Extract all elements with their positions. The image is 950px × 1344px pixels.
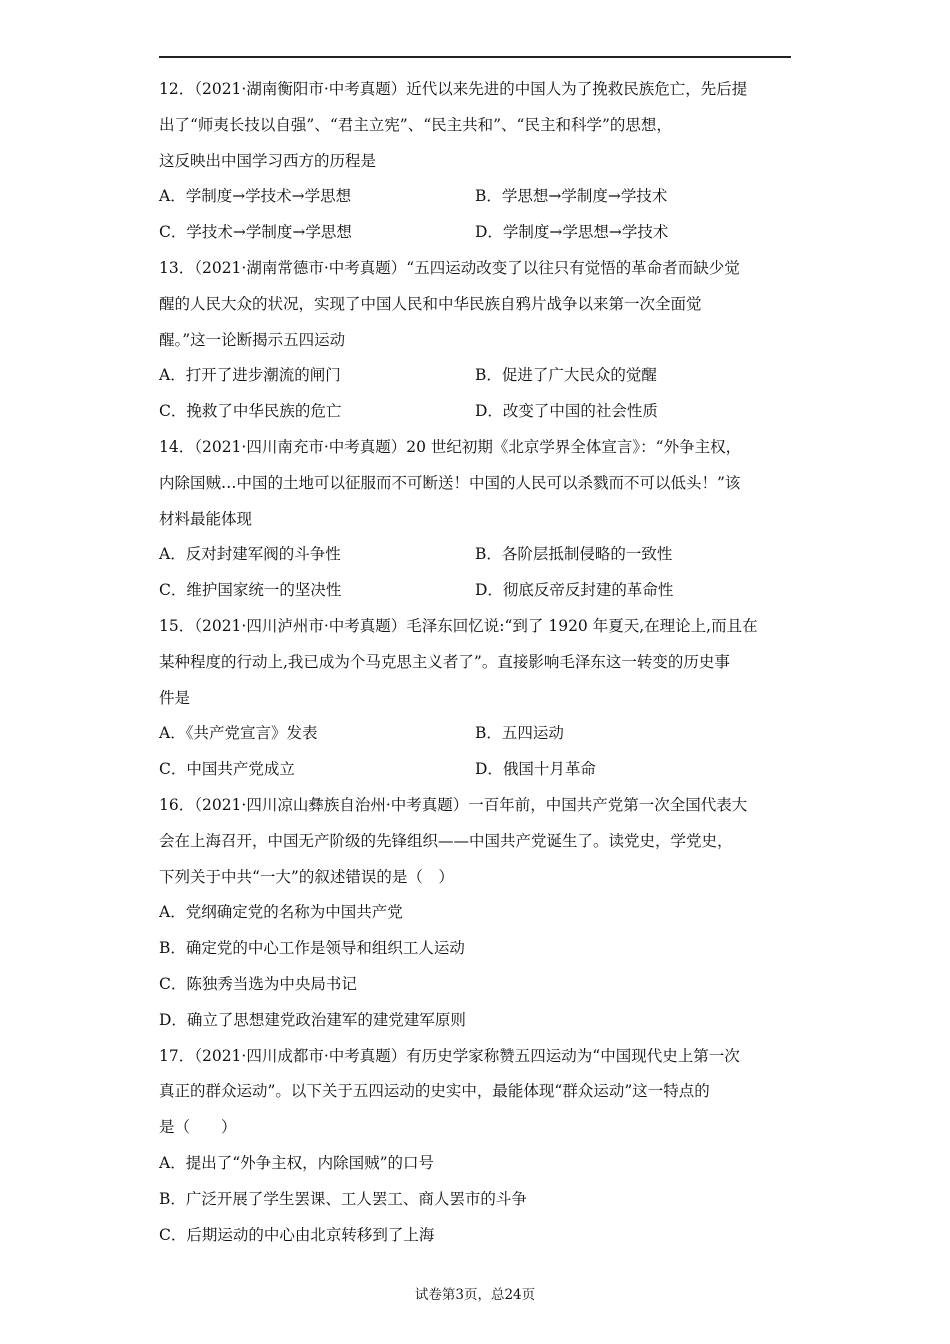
option-a: A．《共产党宣言》发表 [159, 724, 318, 743]
question-stem-line: 醒。”这一论断揭示五四运动 [159, 330, 346, 349]
question-stem-line: 12．（2021·湖南衡阳市·中考真题）近代以来先进的中国人为了挽救民族危亡，先后提 [159, 80, 748, 98]
option-c: C．后期运动的中心由北京转移到了上海 [159, 1225, 435, 1244]
option-d: D．俄国十月革命 [475, 760, 596, 779]
option-row [159, 752, 791, 788]
option-a: A．党纲确定党的名称为中国共产党 [159, 903, 403, 922]
option-a: A．反对封建军阀的斗争性 [159, 545, 341, 564]
option-row [159, 573, 791, 609]
question-stem-line: 出了“师夷长技以自强”、“君主立宪”、“民主共和”、“民主和科学”的思想， [159, 115, 672, 134]
question-stem-line: 17．（2021·四川成都市·中考真题）有历史学家称赞五四运动为“中国现代史上第一次 [159, 1046, 740, 1065]
question-stem-line: 16．（2021·四川凉山彝族自治州·中考真题）一百年前，中国共产党第一次全国代表大 [159, 795, 748, 814]
option-c: C．中国共产党成立 [159, 760, 295, 779]
question-stem-line: 15．（2021·四川泸州市·中考真题）毛泽东回忆说:“到了 1920 年夏天,在理论上,而且在 [159, 616, 758, 635]
option-row [159, 215, 791, 251]
question-stem-line: 材料最能体现 [159, 509, 253, 528]
option-c: C．学技术→学制度→学思想 [159, 223, 352, 242]
option-a: A．学制度→学技术→学思想 [159, 187, 352, 206]
option-a: A．提出了“外争主权，内除国贼”的口号 [159, 1153, 435, 1172]
option-row [159, 537, 791, 573]
question-stem-line: 会在上海召开，中国无产阶级的先锋组织——中国共产党诞生了。读党史，学党史， [159, 831, 733, 850]
option-d: D．彻底反帝反封建的革命性 [475, 581, 674, 600]
question-stem-line: 醒的人民大众的状况，实现了中国人民和中华民族自鸦片战争以来第一次全面觉 [159, 294, 702, 313]
option-row [159, 358, 791, 394]
question-13 [159, 251, 791, 430]
option-b: B．各阶层抵制侵略的一致性 [475, 545, 673, 564]
option-c: C．维护国家统一的坚决性 [159, 581, 342, 600]
question-stem-line: 13．（2021·湖南常德市·中考真题）“五四运动改变了以往只有觉悟的革命者而缺少觉 [159, 258, 740, 277]
question-stem-line: 件是 [159, 688, 191, 707]
option-a: A．打开了进步潮流的闸门 [159, 366, 341, 385]
header-rule [159, 56, 791, 58]
option-b: B．促进了广大民众的觉醒 [475, 366, 657, 385]
page-footer: 试卷第3页，总24页 [414, 1287, 536, 1303]
question-stem-line: 14．（2021·四川南充市·中考真题）20 世纪初期《北京学界全体宣言》：“外争主权， [159, 437, 742, 456]
option-c: C．挽救了中华民族的危亡 [159, 402, 342, 421]
option-d: D．学制度→学思想→学技术 [475, 223, 669, 242]
exam-content [159, 72, 791, 1253]
option-row [159, 394, 791, 430]
option-b: B．学思想→学制度→学技术 [475, 187, 668, 206]
question-12 [159, 72, 791, 251]
option-b: B．广泛开展了学生罢课、工人罢工、商人罢市的斗争 [159, 1189, 527, 1208]
question-stem-line: 真正的群众运动”。以下关于五四运动的史实中，最能体现“群众运动”这一特点的 [159, 1082, 710, 1101]
question-stem-line: 内除国贼…中国的土地可以征服而不可断送！中国的人民可以杀戮而不可以低头！”该 [159, 473, 741, 492]
question-15 [159, 609, 791, 788]
option-d: D．确立了思想建党政治建军的建党建军原则 [159, 1010, 466, 1029]
question-stem-line: 下列关于中共“一大”的叙述错误的是（ ） [159, 867, 454, 886]
question-14 [159, 430, 791, 609]
question-16 [159, 788, 791, 1039]
option-c: C．陈独秀当选为中央局书记 [159, 974, 357, 993]
option-b: B．五四运动 [475, 724, 564, 743]
option-b: B．确定党的中心工作是领导和组织工人运动 [159, 939, 465, 958]
option-row [159, 716, 791, 752]
question-stem-line: 某种程度的行动上,我已成为个马克思主义者了”。直接影响毛泽东这一转变的历史事 [159, 652, 730, 671]
question-stem-line: 这反映出中国学习西方的历程是 [159, 151, 377, 170]
option-row [159, 179, 791, 215]
question-stem-line: 是（ ） [159, 1118, 237, 1137]
option-d: D．改变了中国的社会性质 [475, 402, 658, 421]
question-17 [159, 1039, 791, 1254]
